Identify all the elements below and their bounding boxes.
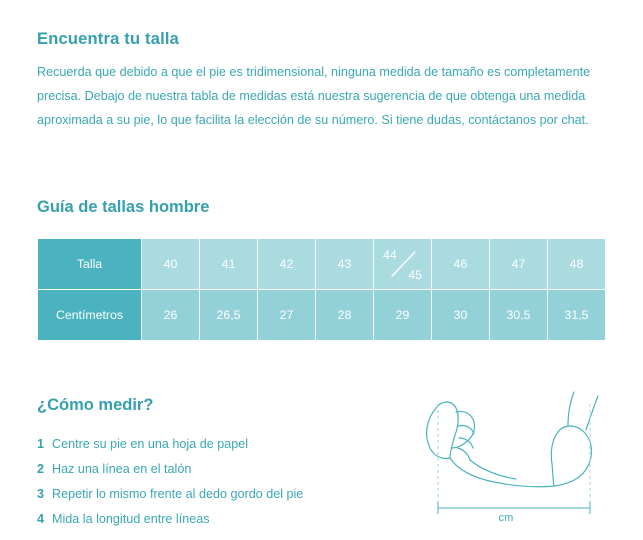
step-number: 3 <box>37 487 45 501</box>
foot-measurement-illustration-icon <box>418 386 613 526</box>
list-item <box>37 507 397 532</box>
size-cell-42: 42 <box>258 239 316 290</box>
step-text: Haz una línea en el talón <box>52 462 192 476</box>
intro-text: Recuerda que debido a que el pie es tridimensional, ninguna medida de tamaño es completamente precisa. Debajo de nuestra tabla de medidas está nuestra sugerencia de que obtenga una medida aproximada a su pie, lo que facilita la elección de su número. Si tiene dudas, contáctanos por chat. <box>37 65 591 127</box>
size-cell-40: 40 <box>142 239 200 290</box>
cm-cell-1: 26 <box>142 290 200 341</box>
size-guide-title: Guía de tallas hombre <box>37 198 210 216</box>
step-text: Mida la longitud entre líneas <box>52 512 210 526</box>
table-row-sizes <box>38 239 606 290</box>
size-cell-48: 48 <box>548 239 606 290</box>
cm-cell-4: 28 <box>316 290 374 341</box>
cm-cell-6: 30 <box>432 290 490 341</box>
list-item <box>37 432 397 457</box>
row-header-talla: Talla <box>38 239 142 290</box>
list-item <box>37 482 397 507</box>
table-row-centimeters <box>38 290 606 341</box>
step-text: Repetir lo mismo frente al dedo gordo del pie <box>52 487 304 501</box>
size-table <box>37 238 606 341</box>
step-number: 2 <box>37 462 45 476</box>
cm-cell-7: 30,5 <box>490 290 548 341</box>
cm-cell-3: 27 <box>258 290 316 341</box>
list-item <box>37 457 397 482</box>
intro-paragraph <box>37 60 597 132</box>
size-cell-44-45 <box>374 239 432 290</box>
size-cell-47: 47 <box>490 239 548 290</box>
step-number: 4 <box>37 512 45 526</box>
row-header-centimetros: Centímetros <box>38 290 142 341</box>
step-text: Centre su pie en una hoja de papel <box>52 437 249 451</box>
cm-cell-5: 29 <box>374 290 432 341</box>
cm-cell-2: 26,5 <box>200 290 258 341</box>
measurement-unit-label: cm <box>498 512 514 524</box>
step-number: 1 <box>37 437 45 451</box>
diagonal-divider-icon <box>374 240 431 289</box>
size-cell-46: 46 <box>432 239 490 290</box>
size-cell-41: 41 <box>200 239 258 290</box>
page-title: Encuentra tu talla <box>37 30 180 48</box>
split-cell-inner <box>374 240 431 289</box>
size-cell-43: 43 <box>316 239 374 290</box>
measure-steps-list <box>37 432 397 532</box>
cm-cell-8: 31,5 <box>548 290 606 341</box>
size-cell-44-label: 44 <box>383 247 397 262</box>
size-cell-45-label: 45 <box>408 267 422 282</box>
how-to-measure-title: ¿Cómo medir? <box>37 396 154 414</box>
